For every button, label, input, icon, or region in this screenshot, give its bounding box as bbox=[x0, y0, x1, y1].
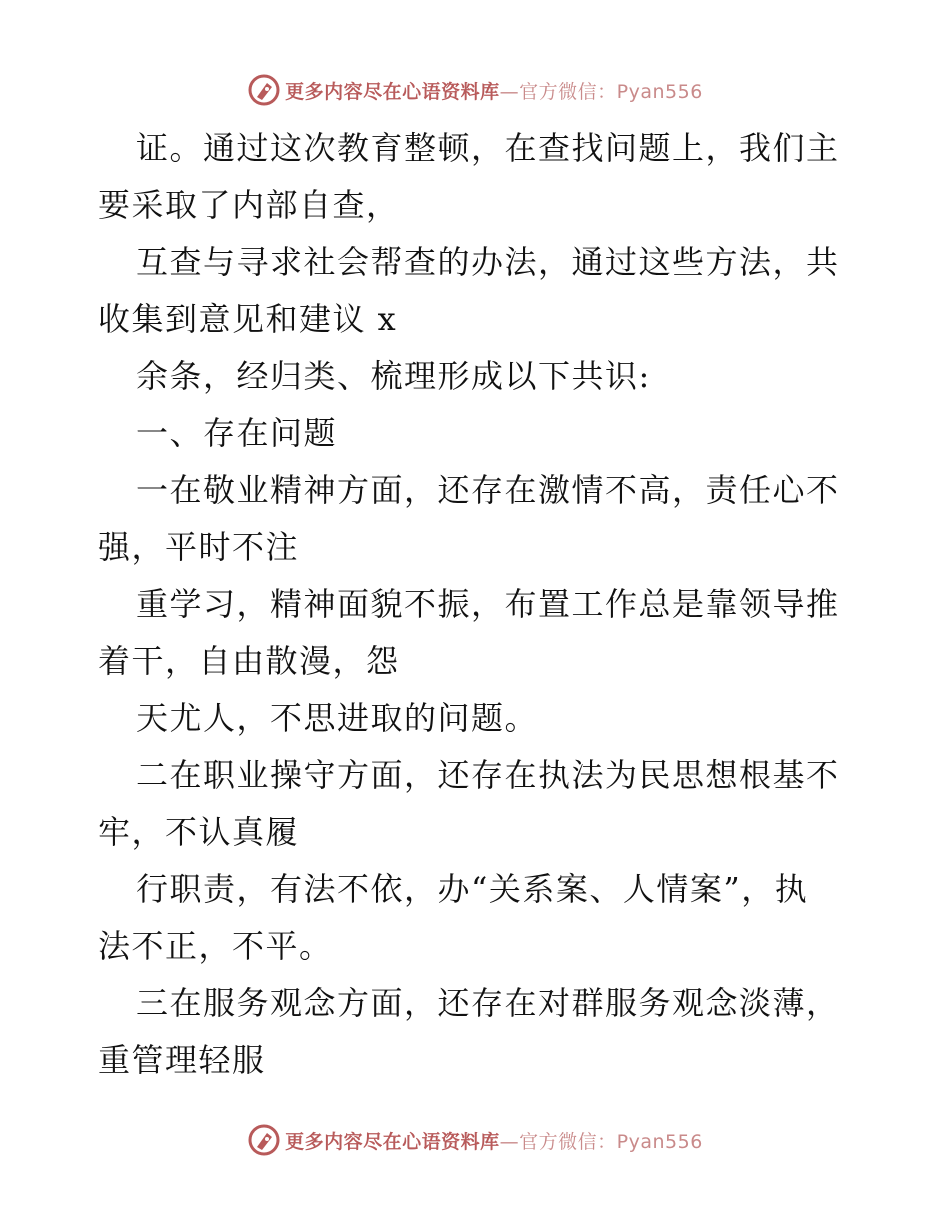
paragraph-line: 三在服务观念方面，还存在对群服务观念淡薄， bbox=[136, 984, 840, 1022]
paragraph-line: 行职责，有法不依，办“关系案、人情案”，执 bbox=[136, 870, 809, 908]
pen-nib-circle-icon bbox=[247, 73, 281, 107]
watermark-dash: — bbox=[499, 1130, 520, 1153]
watermark-text bbox=[285, 77, 703, 104]
paragraph-line: 强，平时不注 bbox=[98, 528, 300, 566]
paragraph-line: 收集到意见和建议 x bbox=[98, 300, 398, 338]
paragraph-line: 一在敬业精神方面，还存在激情不高，责任心不 bbox=[136, 471, 840, 509]
paragraph-line: 天尤人，不思进取的问题。 bbox=[136, 699, 539, 737]
section-heading-text: 一、存在问题 bbox=[136, 414, 338, 452]
paragraph bbox=[98, 348, 858, 405]
paragraph-line: 要采取了内部自查， bbox=[98, 186, 400, 224]
paragraph-line: 法不正，不平。 bbox=[98, 927, 333, 965]
paragraph bbox=[98, 120, 858, 234]
paragraph-line: 牢，不认真履 bbox=[98, 813, 300, 851]
paragraph-line: 着干，自由散漫，怨 bbox=[98, 642, 400, 680]
paragraph-line: 二在职业操守方面，还存在执法为民思想根基不 bbox=[136, 756, 840, 794]
pen-nib-circle-icon bbox=[247, 1123, 281, 1157]
paragraph bbox=[98, 690, 858, 747]
paragraph bbox=[98, 975, 858, 1089]
watermark-main: 更多内容尽在心语资料库 bbox=[285, 80, 500, 103]
footer-watermark bbox=[0, 1120, 950, 1160]
paragraph bbox=[98, 747, 858, 861]
section-heading bbox=[98, 405, 858, 462]
paragraph-line: 重学习，精神面貌不振，布置工作总是靠领导推 bbox=[136, 585, 840, 623]
watermark-suffix: 官方微信：Pyan556 bbox=[519, 80, 703, 103]
header-watermark bbox=[0, 70, 950, 110]
paragraph-line: 证。通过这次教育整顿，在查找问题上，我们主 bbox=[136, 129, 840, 167]
paragraph bbox=[98, 234, 858, 348]
document-body bbox=[98, 120, 858, 1089]
watermark-suffix: 官方微信：Pyan556 bbox=[519, 1130, 703, 1153]
paragraph bbox=[98, 576, 858, 690]
paragraph bbox=[98, 861, 858, 975]
paragraph-line: 互查与寻求社会帮查的办法，通过这些方法，共 bbox=[136, 243, 840, 281]
paragraph-line: 重管理轻服 bbox=[98, 1041, 266, 1079]
paragraph bbox=[98, 462, 858, 576]
watermark-text bbox=[285, 1127, 703, 1154]
watermark-main: 更多内容尽在心语资料库 bbox=[285, 1130, 500, 1153]
paragraph-line: 余条，经归类、梳理形成以下共识: bbox=[136, 357, 651, 395]
watermark-dash: — bbox=[499, 80, 520, 103]
